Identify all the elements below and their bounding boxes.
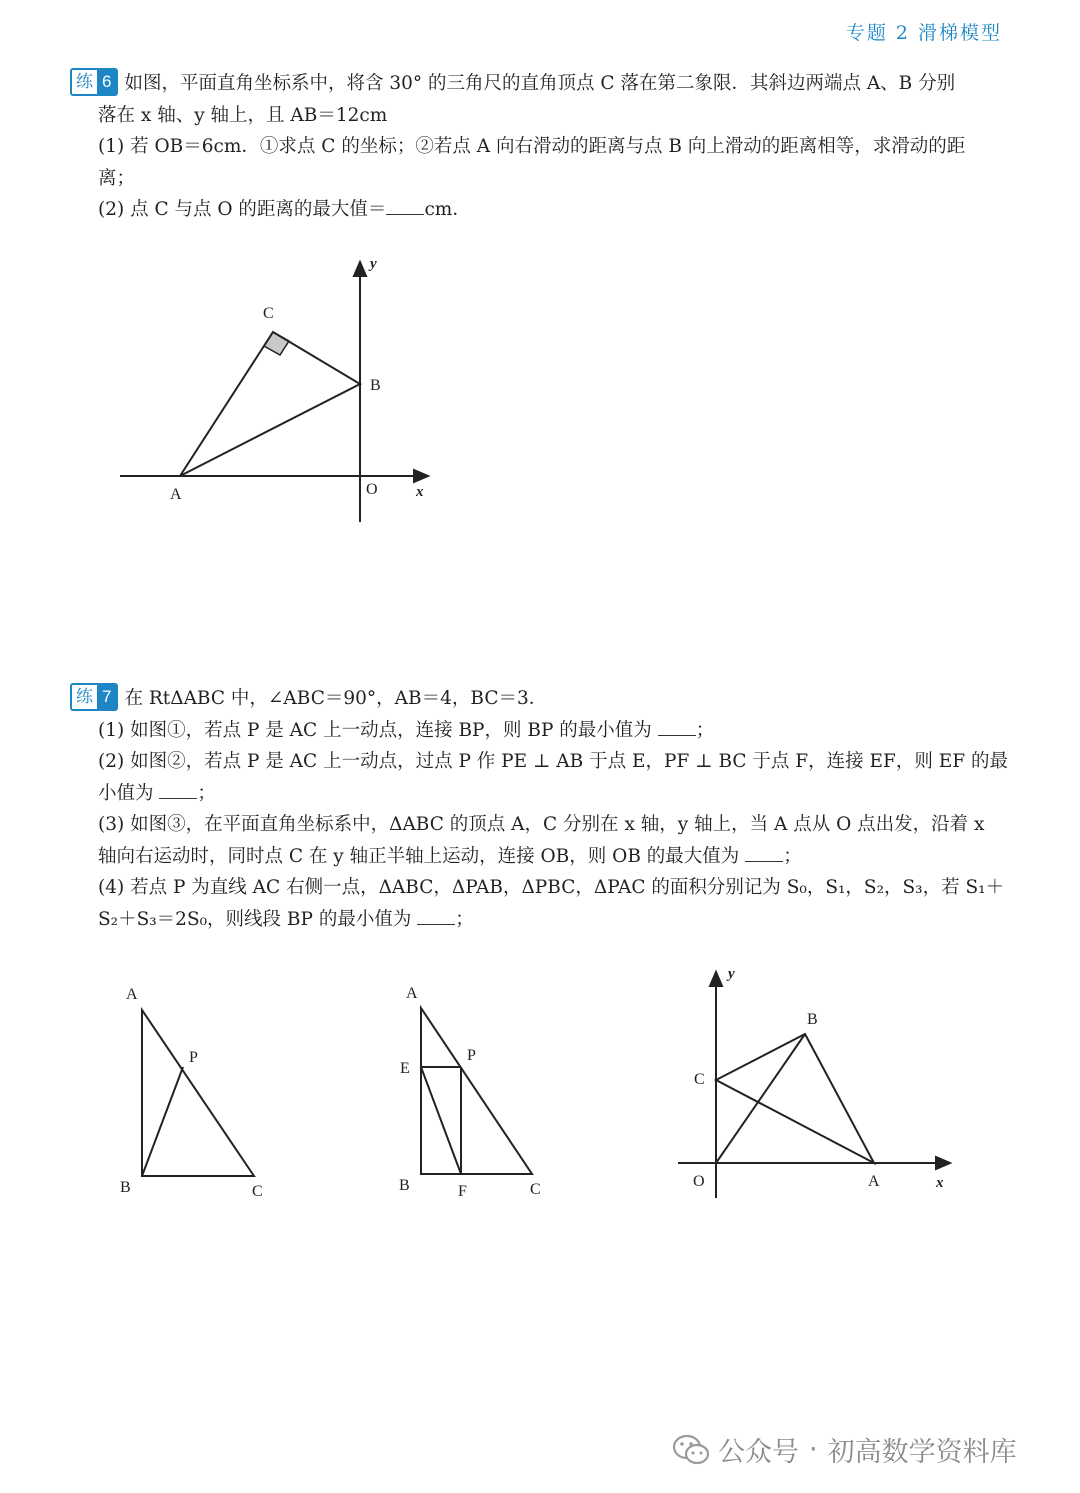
problem-6-stem-line2: 落在 x 轴、y 轴上，且 AB＝12cm xyxy=(98,104,388,126)
watermark xyxy=(672,1430,1017,1469)
problem-6-q1-line1: (1) 若 OB＝6cm．①求点 C 的坐标；②若点 A 向右滑动的距离与点 B 向上滑动的距离相等，求滑动的距 xyxy=(98,136,966,157)
fig2-label-E: E xyxy=(400,1060,410,1077)
watermark-source: 公众号 xyxy=(718,1437,799,1468)
fig3-x-axis-arrow xyxy=(936,1157,950,1169)
fig3-label-x: x xyxy=(936,1175,944,1191)
badge-number: 6 xyxy=(97,70,116,94)
problem-6-q2-unit: cm． xyxy=(424,199,471,220)
segment-bp xyxy=(142,1067,183,1176)
problem-7-q4-line1: (4) 若点 P 为直线 AC 右侧一点，ΔABC，ΔPAB，ΔPBC，ΔPAC 的面积分别记为 S₀，S₁，S₂，S₃，若 S₁＋ xyxy=(98,877,1005,898)
problem-7-q1-end: ； xyxy=(695,719,715,741)
problem-7-q2-line1: (2) 如图②，若点 P 是 AC 上一动点，过点 P 作 PE ⊥ AB 于点 E，PF ⊥ BC 于点 F，连接 EF，则 EF 的最 xyxy=(98,751,1008,772)
label-O: O xyxy=(366,481,378,498)
figure-2 xyxy=(421,1008,532,1174)
badge-label: 练 xyxy=(76,72,93,92)
problem-6-q2-text: (2) 点 C 与点 O 的距离的最大值＝ xyxy=(98,199,387,220)
triangle-abc-fig3 xyxy=(716,1034,874,1163)
problem-7-q2-end: ； xyxy=(197,782,216,804)
wechat-icon xyxy=(672,1434,710,1466)
fig1-label-A: A xyxy=(126,986,138,1003)
figure-1 xyxy=(142,1010,254,1176)
fig3-label-C: C xyxy=(694,1071,705,1088)
watermark-separator: · xyxy=(809,1434,818,1465)
fig3-label-y: y xyxy=(728,966,735,982)
problem-6-q1-line2: 离； xyxy=(98,167,136,189)
fig2-label-P: P xyxy=(467,1047,476,1064)
label-C: C xyxy=(263,305,274,322)
fig3-y-axis-arrow xyxy=(710,972,722,986)
problem-7-q4-text: S₂＋S₃＝2S₀，则线段 BP 的最小值为 xyxy=(98,908,412,930)
fig1-label-B: B xyxy=(120,1179,131,1196)
problem-7-q4-end: ； xyxy=(455,908,474,930)
fig2-label-F: F xyxy=(458,1183,467,1200)
problem-7-q1-text: (1) 如图①，若点 P 是 AC 上一动点，连接 BP，则 BP 的最小值为 xyxy=(98,719,652,741)
segment-ob xyxy=(716,1034,805,1163)
figure-3 xyxy=(678,972,950,1198)
fig3-label-A: A xyxy=(868,1173,880,1190)
fig2-label-C: C xyxy=(530,1181,541,1198)
badge-label: 练 xyxy=(76,687,93,707)
fig3-label-O: O xyxy=(693,1173,705,1190)
page-header-title: 专题 2 滑梯模型 xyxy=(845,22,1002,44)
triangle-abc-fig2 xyxy=(421,1008,532,1174)
label-B: B xyxy=(370,377,381,394)
fig3-label-B: B xyxy=(807,1011,818,1028)
problem-6-stem-line1: 如图，平面直角坐标系中，将含 30° 的三角尺的直角顶点 C 落在第二象限．其斜边两端点 A、B 分别 xyxy=(124,73,956,94)
label-A: A xyxy=(170,486,182,503)
problem-7-q3-line1: (3) 如图③，在平面直角坐标系中，ΔABC 的顶点 A，C 分别在 x 轴，y 轴上，当 A 点从 O 点出发，沿着 x xyxy=(98,814,985,835)
fig1-label-P: P xyxy=(189,1049,198,1066)
problem-7-stem: 在 RtΔABC 中，∠ABC＝90°，AB＝4，BC＝3． xyxy=(124,688,548,709)
label-x: x xyxy=(416,484,424,500)
problem-7-q3-text: 轴向右运动时，同时点 C 在 y 轴正半轴上运动，连接 OB，则 OB 的最大值为 xyxy=(98,845,740,867)
segment-ef xyxy=(421,1067,461,1174)
fig2-label-B: B xyxy=(399,1177,410,1194)
watermark-name: 初高数学资料库 xyxy=(827,1437,1017,1468)
fig1-label-C: C xyxy=(252,1183,263,1200)
label-y: y xyxy=(370,256,377,272)
triangle-abc-fig1 xyxy=(142,1010,254,1176)
problem-7-q3-end: ； xyxy=(783,845,802,867)
badge-number: 7 xyxy=(97,685,116,709)
problem-7-q2-text: 小值为 xyxy=(98,782,154,804)
fig2-label-A: A xyxy=(406,985,418,1002)
